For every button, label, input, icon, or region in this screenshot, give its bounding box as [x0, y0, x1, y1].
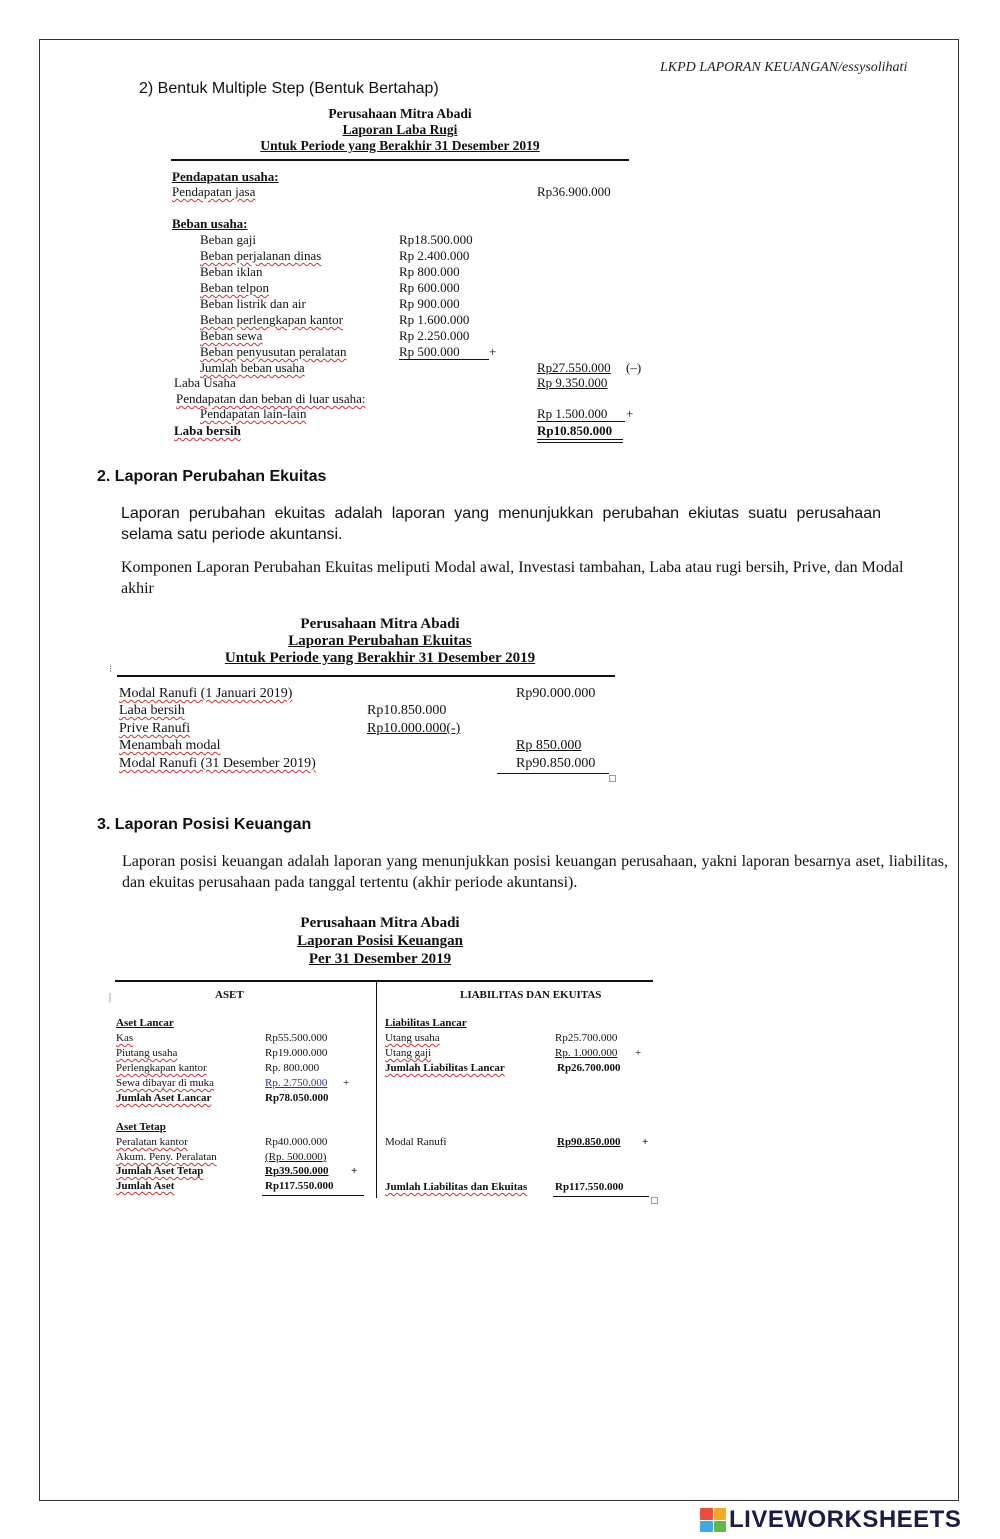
current-assets-heading: Aset Lancar	[116, 1017, 174, 1029]
section1-subheading: 2) Bentuk Multiple Step (Bentuk Bertahap)	[139, 80, 439, 97]
operating-income-label: Laba Usaha	[174, 375, 236, 390]
total-current-assets-value: Rp78.050.000	[265, 1092, 329, 1104]
fixed-asset-label: Peralatan kantor	[116, 1136, 188, 1148]
equity-row-right: Rp90.000.000	[516, 686, 596, 701]
expense-value: Rp 800.000	[399, 264, 460, 279]
equity-row-right: Rp90.850.000	[516, 756, 596, 771]
equity-sign: +	[642, 1136, 649, 1148]
total-expense-value: Rp27.550.000	[537, 360, 611, 375]
total-current-assets-label: Jumlah Aset Lancar	[116, 1092, 212, 1104]
total-liab-equity-rule	[553, 1196, 649, 1197]
expense-label: Beban telpon	[200, 280, 269, 295]
expense-value: Rp 1.600.000	[399, 312, 470, 327]
expense-label: Beban gaji	[200, 232, 256, 247]
total-liab-equity-value: Rp117.550.000	[555, 1181, 624, 1193]
logo-tile	[700, 1521, 713, 1533]
net-income-rule-1	[537, 439, 623, 440]
liability-value: Rp25.700.000	[555, 1032, 618, 1044]
income-title-rule	[171, 159, 629, 161]
other-income-value: Rp 1.500.000	[537, 406, 608, 421]
liability-label: Utang usaha	[385, 1032, 440, 1044]
logo-icon	[700, 1508, 726, 1532]
revenue-label: Pendapatan jasa	[172, 184, 256, 199]
bs-company: Perusahaan Mitra Abadi	[300, 915, 460, 931]
bs-column-divider	[376, 981, 377, 1198]
equity-anchor-mark: ⁝	[109, 664, 113, 675]
expense-label: Beban iklan	[200, 264, 263, 279]
bs-title-rule	[115, 980, 653, 982]
other-income-sign: +	[626, 406, 634, 421]
bs-resize-handle	[651, 1197, 658, 1204]
equity-row-label: Menambah modal	[119, 738, 221, 753]
expense-plus-sign: +	[489, 344, 497, 359]
equity-row-mid: Rp10.000.000(-)	[367, 721, 461, 736]
expense-value: Rp 600.000	[399, 280, 460, 295]
income-statement-title	[170, 106, 630, 154]
income-period: Untuk Periode yang Berakhir 31 Desember 2019	[260, 138, 540, 153]
total-fixed-assets-value: Rp39.500.000	[265, 1165, 329, 1177]
fixed-asset-value: Rp40.000.000	[265, 1136, 328, 1148]
total-assets-rule	[262, 1195, 364, 1196]
liability-value: Rp. 1.000.000	[555, 1047, 618, 1059]
fixed-asset-label: Akum. Peny. Peralatan	[116, 1151, 217, 1163]
expense-heading: Beban usaha:	[172, 216, 248, 231]
section2-para2: Komponen Laporan Perubahan Ekuitas meliputi Modal awal, Investasi tambahan, Laba atau rugi bersih, Prive, dan Modal akhir	[121, 559, 904, 597]
equity-row-label: Modal Ranufi (31 Desember 2019)	[119, 756, 316, 771]
bs-report-name: Laporan Posisi Keuangan	[297, 933, 463, 949]
asset-label: Kas	[116, 1032, 134, 1044]
section2-para1: Laporan perubahan ekuitas adalah laporan yang menunjukkan perubahan ekiutas suatu perusahaan selama satu periode akuntansi.	[121, 505, 881, 543]
total-liab-equity-label: Jumlah Liabilitas dan Ekuitas	[385, 1181, 528, 1193]
liability-plus-sign: +	[635, 1047, 642, 1059]
total-fixed-assets-label: Jumlah Aset Tetap	[116, 1165, 204, 1177]
expense-row	[200, 232, 256, 248]
equity-row-right: Rp 850.000	[516, 738, 582, 753]
equity-title-rule	[117, 675, 615, 677]
section3-para: Laporan posisi keuangan adalah laporan yang menunjukkan posisi keuangan perusahaan, yakni laporan besarnya aset, liabilitas, dan ekuitas perusahaan pada tanggal tertentu (akhir periode akuntansi).	[122, 853, 948, 891]
asset-label: Sewa dibayar di muka	[116, 1077, 215, 1089]
equity-resize-handle	[609, 775, 616, 782]
income-company: Perusahaan Mitra Abadi	[328, 106, 472, 121]
income-report-name: Laporan Laba Rugi	[342, 122, 458, 137]
equity-company: Perusahaan Mitra Abadi	[300, 616, 460, 632]
expense-value: Rp18.500.000	[399, 232, 473, 247]
liveworksheets-logo[interactable]	[700, 1506, 961, 1534]
equity-row-label: Modal Ranufi (1 Januari 2019)	[119, 686, 293, 701]
other-income-heading: Pendapatan dan beban di luar usaha:	[176, 391, 366, 406]
expense-label: Beban listrik dan air	[200, 296, 306, 311]
asset-label: Perlengkapan kantor	[116, 1062, 207, 1074]
net-income-rule-2	[537, 442, 623, 443]
asset-value: Rp19.000.000	[265, 1047, 328, 1059]
equity-value: Rp90.850.000	[557, 1136, 621, 1148]
asset-value: Rp55.500.000	[265, 1032, 328, 1044]
equity-period: Untuk Periode yang Berakhir 31 Desember 2019	[224, 650, 536, 666]
equity-row-label: Laba bersih	[119, 703, 185, 718]
expense-value: Rp 2.400.000	[399, 248, 470, 263]
total-expense-label: Jumlah beban usaha	[200, 360, 305, 375]
logo-tile	[714, 1521, 727, 1533]
total-fixed-assets-sign: +	[351, 1165, 358, 1177]
net-income-label: Laba bersih	[174, 423, 241, 438]
expense-label: Beban sewa	[200, 328, 263, 343]
total-expense-sign: (–)	[626, 360, 642, 375]
total-current-liab-label: Jumlah Liabilitas Lancar	[385, 1062, 505, 1074]
expense-value: Rp 900.000	[399, 296, 460, 311]
fixed-asset-value: (Rp. 500.000)	[265, 1151, 327, 1163]
bs-left-header: ASET	[215, 989, 244, 1001]
equity-statement-title	[150, 616, 610, 667]
equity-report-name: Laporan Perubahan Ekuitas	[288, 633, 472, 649]
revenue-value: Rp36.900.000	[537, 184, 611, 199]
total-assets-label: Jumlah Aset	[116, 1180, 175, 1192]
other-income-label: Pendapatan lain-lain	[200, 406, 307, 421]
expense-sum-rule	[399, 359, 489, 360]
balance-sheet-title	[150, 914, 610, 968]
current-liab-heading: Liabilitas Lancar	[385, 1017, 467, 1029]
asset-label: Piutang usaha	[116, 1047, 178, 1059]
revenue-heading: Pendapatan usaha:	[172, 169, 279, 184]
net-income-value: Rp10.850.000	[537, 423, 613, 438]
bs-period: Per 31 Desember 2019	[308, 951, 452, 967]
expense-label: Beban penyusutan peralatan	[200, 344, 347, 359]
expense-label: Beban perjalanan dinas	[200, 248, 322, 263]
equity-final-rule	[497, 773, 609, 774]
asset-value: Rp. 800.000	[265, 1062, 320, 1074]
liability-label: Utang gaji	[385, 1047, 432, 1059]
expense-value: Rp 500.000	[399, 344, 460, 359]
equity-label: Modal Ranufi	[385, 1136, 447, 1148]
bs-right-header: LIABILITAS DAN EKUITAS	[460, 989, 602, 1001]
asset-plus-sign: +	[343, 1077, 350, 1089]
total-current-liab-value: Rp26.700.000	[557, 1062, 621, 1074]
asset-value: Rp. 2.750.000	[265, 1077, 328, 1089]
other-income-rule	[537, 421, 625, 422]
section2-heading: 2. Laporan Perubahan Ekuitas	[97, 468, 327, 485]
equity-row-mid: Rp10.850.000	[367, 703, 447, 718]
expense-label: Beban perlengkapan kantor	[200, 312, 343, 327]
logo-tile	[714, 1508, 727, 1520]
equity-row-label: Prive Ranufi	[119, 721, 191, 736]
operating-income-value: Rp 9.350.000	[537, 375, 608, 390]
logo-text: LIVEWORKSHEETS	[729, 1506, 962, 1533]
logo-tile	[700, 1508, 713, 1520]
bs-anchor-mark: |	[109, 992, 112, 1003]
section3-heading: 3. Laporan Posisi Keuangan	[97, 816, 312, 833]
fixed-assets-heading: Aset Tetap	[116, 1121, 166, 1133]
total-assets-value: Rp117.550.000	[265, 1180, 334, 1192]
expense-value: Rp 2.250.000	[399, 328, 470, 343]
header-note: LKPD LAPORAN KEUANGAN/essysolihati	[660, 60, 908, 75]
